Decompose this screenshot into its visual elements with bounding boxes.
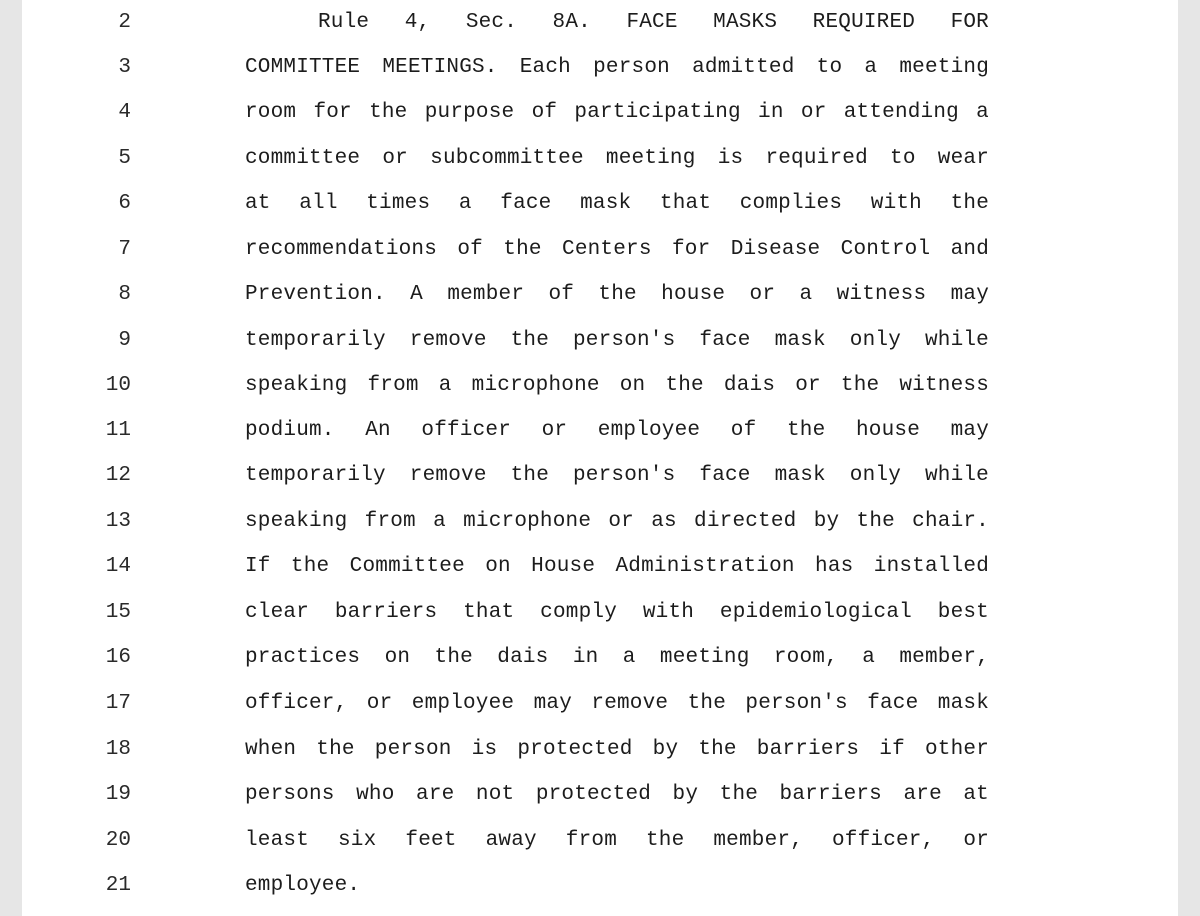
line-number: 14 [105,555,131,578]
document-page [22,0,1178,916]
line-text: Prevention. A member of the house or a witness may [245,283,989,306]
document-line [22,45,1178,90]
line-text: committee or subcommittee meeting is required to wear [245,147,989,170]
document-line [22,363,1178,408]
line-text: podium. An officer or employee of the house may [245,419,989,442]
document-line [22,544,1178,589]
line-text: speaking from a microphone or as directed by the chair. [245,510,989,533]
document-line [22,727,1178,772]
line-number: 11 [105,419,131,442]
line-number: 19 [105,783,131,806]
document-line [22,408,1178,453]
line-text: recommendations of the Centers for Disease Control and [245,238,989,261]
line-number: 12 [105,464,131,487]
document-line [22,681,1178,726]
document-line [22,136,1178,181]
line-number: 10 [105,374,131,397]
line-text: COMMITTEE MEETINGS. Each person admitted to a meeting [245,56,989,79]
document-line [22,818,1178,863]
line-number: 17 [105,692,131,715]
document-line [22,227,1178,272]
document-line [22,863,1178,908]
line-number: 8 [118,283,131,306]
line-text: room for the purpose of participating in or attending a [245,101,989,124]
line-number: 7 [118,238,131,261]
document-line [22,499,1178,544]
line-number: 16 [105,646,131,669]
document-line [22,0,1178,45]
line-number: 18 [105,738,131,761]
line-number: 9 [118,329,131,352]
line-number: 2 [118,11,131,34]
line-text: at all times a face mask that complies with the [245,192,989,215]
line-number: 4 [118,101,131,124]
document-line [22,181,1178,226]
line-text: If the Committee on House Administration has installed [245,555,989,578]
line-number: 13 [105,510,131,533]
line-number: 6 [118,192,131,215]
line-number: 21 [105,874,131,897]
line-text: practices on the dais in a meeting room, a member, [245,646,989,669]
line-text: least six feet away from the member, officer, or [245,829,989,852]
line-number: 15 [105,601,131,624]
document-line [22,635,1178,680]
document-line [22,272,1178,317]
line-number: 5 [118,147,131,170]
document-line [22,453,1178,498]
line-text: temporarily remove the person's face mask only while [245,329,989,352]
line-text: temporarily remove the person's face mask only while [245,464,989,487]
line-text: clear barriers that comply with epidemiological best [245,601,989,624]
line-text: Rule 4, Sec. 8A. FACE MASKS REQUIRED FOR [318,11,989,34]
line-text: when the person is protected by the barriers if other [245,738,989,761]
line-text: employee. [245,874,361,897]
line-number: 20 [105,829,131,852]
line-text: officer, or employee may remove the person's face mask [245,692,989,715]
document-line [22,90,1178,135]
document-line [22,590,1178,635]
line-text: persons who are not protected by the barriers are at [245,783,989,806]
line-text: speaking from a microphone on the dais or the witness [245,374,989,397]
line-number: 3 [118,56,131,79]
document-line [22,772,1178,817]
document-line [22,318,1178,363]
